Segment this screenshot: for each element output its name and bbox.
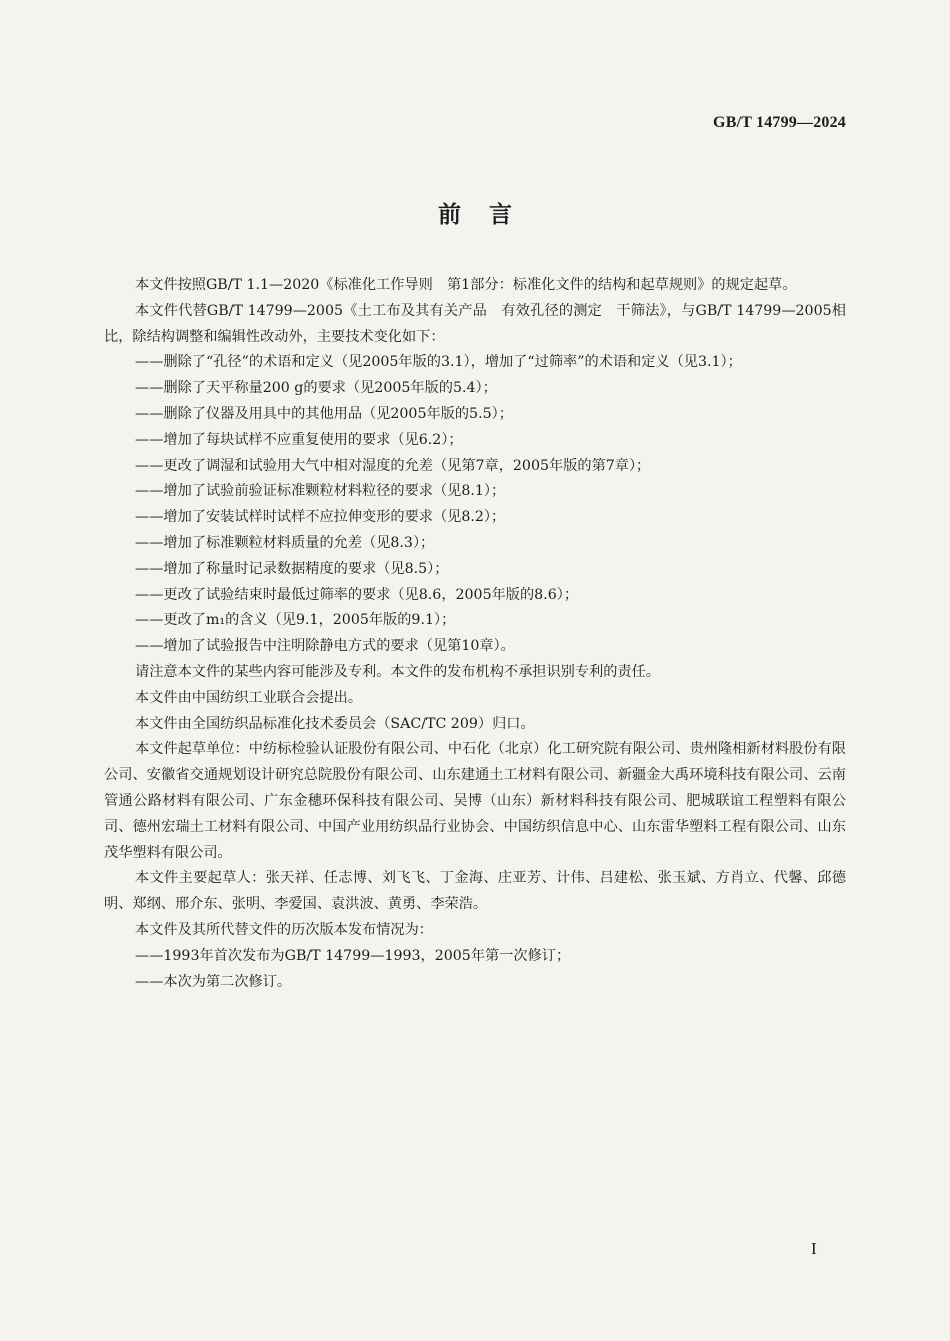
list-item: ——增加了试验报告中注明除静电方式的要求（见第10章）。 bbox=[135, 638, 515, 655]
list-item: ——增加了安装试样时试样不应拉伸变形的要求（见8.2）； bbox=[135, 509, 506, 526]
paragraph-history: 本文件及其所代替文件的历次版本发布情况为： bbox=[135, 921, 433, 938]
list-item: ——本次为第二次修订。 bbox=[135, 973, 292, 990]
list-item: ——增加了称量时记录数据精度的要求（见8.5）； bbox=[135, 560, 449, 577]
paragraph-replacement: 本文件代替GB/T 14799—2005《土工布及其有关产品 有效孔径的测定 干筛法》，与GB/T 14799—2005相比，除结构调整和编辑性改动外，主要技术变化如下： bbox=[104, 302, 846, 345]
paragraph-drafting-rules: 本文件按照GB/T 1.1—2020《标准化工作导则 第1部分：标准化文件的结构和起草规则》的规定起草。 bbox=[135, 277, 797, 293]
page-title: 前言 bbox=[438, 202, 540, 228]
list-item: ——增加了每块试样不应重复使用的要求（见6.2）； bbox=[135, 431, 463, 448]
paragraph-committee: 本文件由全国纺织品标准化技术委员会（SAC/TC 209）归口。 bbox=[135, 715, 535, 732]
list-item: ——更改了调湿和试验用大气中相对湿度的允差（见第7章，2005年版的第7章）； bbox=[135, 457, 651, 474]
list-item: ——1993年首次发布为GB/T 14799—1993，2005年第一次修订； bbox=[135, 947, 571, 964]
page-number: I bbox=[811, 1239, 817, 1258]
paragraph-proposer: 本文件由中国纺织工业联合会提出。 bbox=[135, 689, 363, 706]
paragraph-drafters: 本文件主要起草人：张天祥、任志博、刘飞飞、丁金海、庄亚芳、计伟、吕建松、张玉斌、方肖立、代馨、邱德明、郑纲、邢介东、张明、李爱国、袁洪波、黄勇、李荣浩。 bbox=[104, 870, 846, 913]
paragraph-patent-notice: 请注意本文件的某些内容可能涉及专利。本文件的发布机构不承担识别专利的责任。 bbox=[135, 663, 660, 680]
standard-number: GB/T 14799—2024 bbox=[713, 114, 846, 131]
preface-body bbox=[104, 273, 846, 995]
list-item: ——增加了标准颗粒材料质量的允差（见8.3）； bbox=[135, 534, 435, 551]
list-item: ——删除了“孔径”的术语和定义（见2005年版的3.1），增加了“过筛率”的术语和定义（见3.1）； bbox=[135, 354, 742, 371]
list-item: ——更改了m₁的含义（见9.1，2005年版的9.1）； bbox=[135, 612, 456, 629]
list-item: ——删除了仪器及用具中的其他用品（见2005年版的5.5）； bbox=[135, 405, 513, 422]
paragraph-drafting-units: 本文件起草单位：中纺标检验认证股份有限公司、中石化（北京）化工研究院有限公司、贵州隆相新材料股份有限公司、安徽省交通规划设计研究总院股份有限公司、山东建通土工材料有限公司、新疆金大禹环境科技有限公司、云南管通公路材料有限公司、广东金穗环保科技有限公司、吴博（山东）新材料科技有限公司、肥城联谊工程塑料有限公司、德州宏瑞土工材料有限公司、中国产业用纺织品行业协会、中国纺织信息中心、山东雷华塑料工程有限公司、山东茂华塑料有限公司。 bbox=[104, 741, 846, 861]
list-item: ——删除了天平称量200 g的要求（见2005年版的5.4）； bbox=[135, 380, 497, 397]
list-item: ——更改了试验结束时最低过筛率的要求（见8.6，2005年版的8.6）； bbox=[135, 586, 579, 603]
list-item: ——增加了试验前验证标准颗粒材料粒径的要求（见8.1）； bbox=[135, 483, 506, 500]
